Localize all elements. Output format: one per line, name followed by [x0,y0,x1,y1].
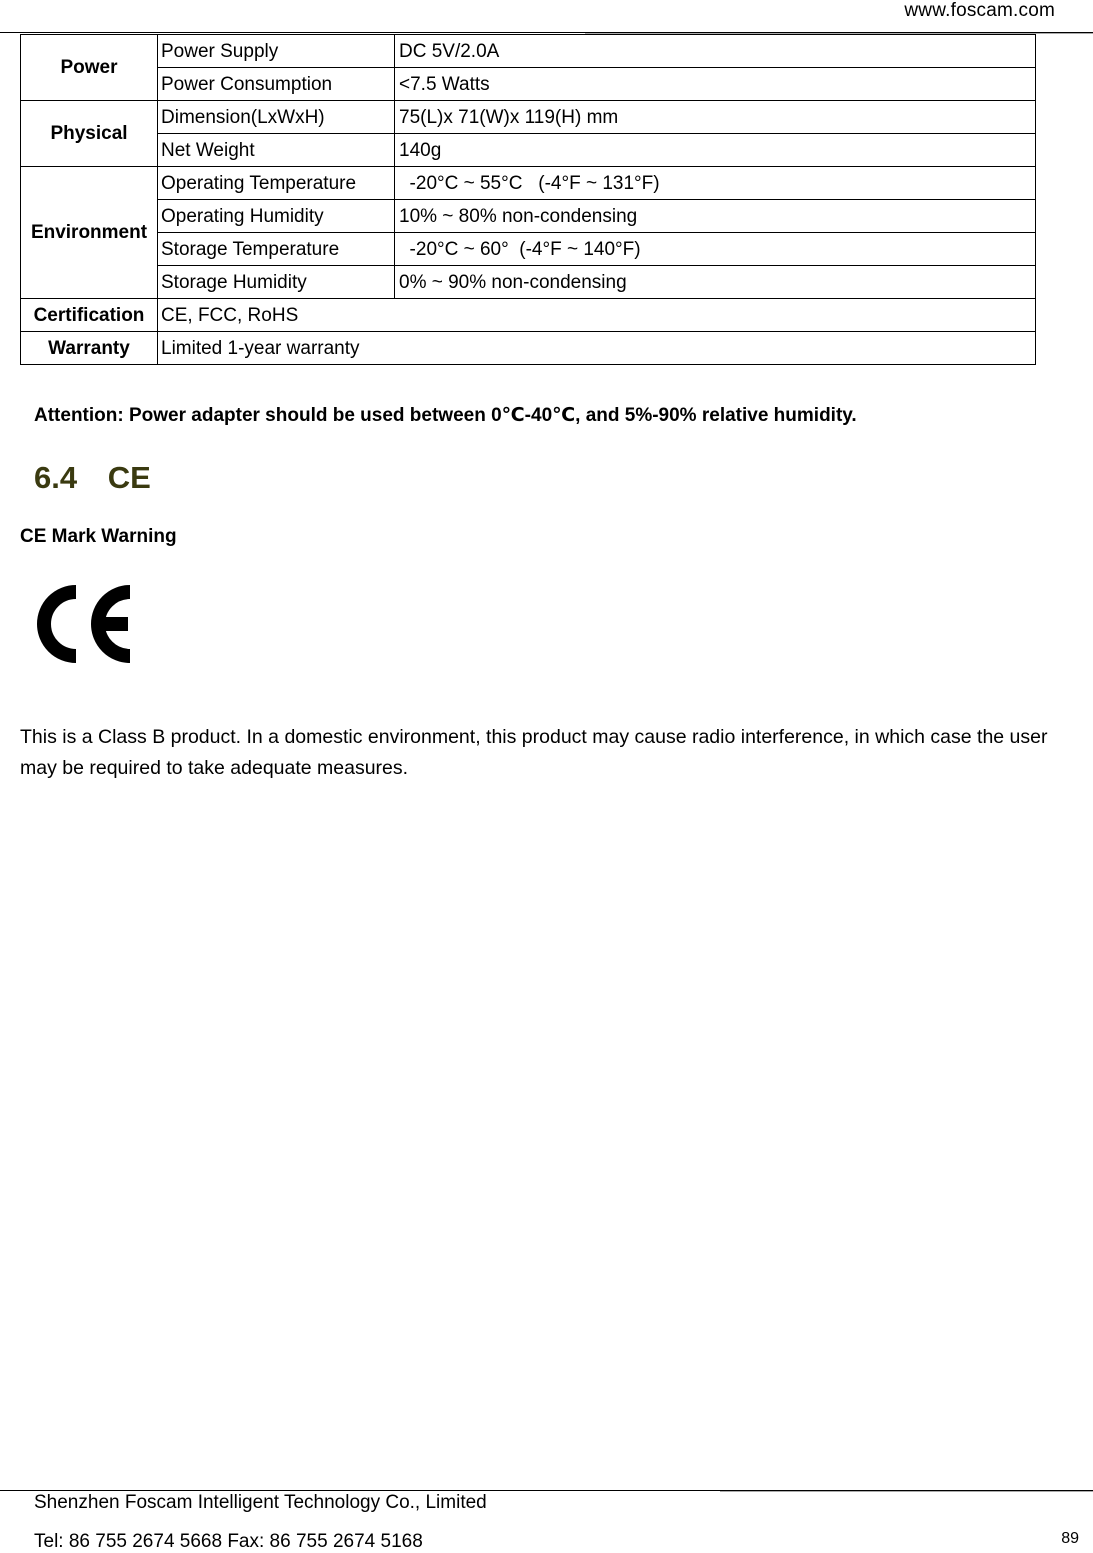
table-row [21,266,1036,299]
category-environment: Environment [21,167,158,299]
table-row [21,233,1036,266]
spec-value: Limited 1-year warranty [158,332,1036,365]
footer-rule-shadow [720,1491,1093,1492]
spec-name: Storage Humidity [158,266,395,299]
spec-name: Storage Temperature [158,233,395,266]
spec-value: -20°C ~ 60° (-4°F ~ 140°F) [395,233,1036,266]
spec-name: Operating Humidity [158,200,395,233]
ce-mark-icon [24,574,154,674]
category-certification: Certification [21,299,158,332]
spec-name: Power Supply [158,35,395,68]
spec-value: DC 5V/2.0A [395,35,1036,68]
ce-mark-heading: CE Mark Warning [20,526,177,547]
spec-table [20,34,1036,365]
category-warranty: Warranty [21,332,158,365]
spec-value: 140g [395,134,1036,167]
spec-value: 10% ~ 80% non-condensing [395,200,1036,233]
category-power: Power [21,35,158,101]
spec-value: <7.5 Watts [395,68,1036,101]
table-row [21,200,1036,233]
attention-note: Attention: Power adapter should be used between 0℃-40℃, and 5%-90% relative humidity. [34,405,857,426]
footer-company: Shenzhen Foscam Intelligent Technology Co., Limited [34,1492,487,1513]
section-heading: 6.4 CE [34,460,151,495]
table-row [21,101,1036,134]
table-row [21,299,1036,332]
spec-value: CE, FCC, RoHS [158,299,1036,332]
table-row [21,167,1036,200]
table-row [21,68,1036,101]
spec-name: Net Weight [158,134,395,167]
footer-contact: Tel: 86 755 2674 5668 Fax: 86 755 2674 5168 [34,1531,423,1552]
spec-value: 75(L)x 71(W)x 119(H) mm [395,101,1036,134]
class-b-statement: This is a Class B product. In a domestic environment, this product may cause radio interference, in which case the user may be required to take adequate measures. [20,726,1048,779]
spec-value: -20°C ~ 55°C (-4°F ~ 131°F) [395,167,1036,200]
table-row [21,134,1036,167]
table-row [21,35,1036,68]
page-number: 89 [1061,1530,1079,1547]
spec-name: Power Consumption [158,68,395,101]
ce-mark-logo [24,574,154,679]
table-row [21,332,1036,365]
header-url: www.foscam.com [904,0,1055,21]
spec-value: 0% ~ 90% non-condensing [395,266,1036,299]
spec-name: Operating Temperature [158,167,395,200]
spec-name: Dimension(LxWxH) [158,101,395,134]
category-physical: Physical [21,101,158,167]
